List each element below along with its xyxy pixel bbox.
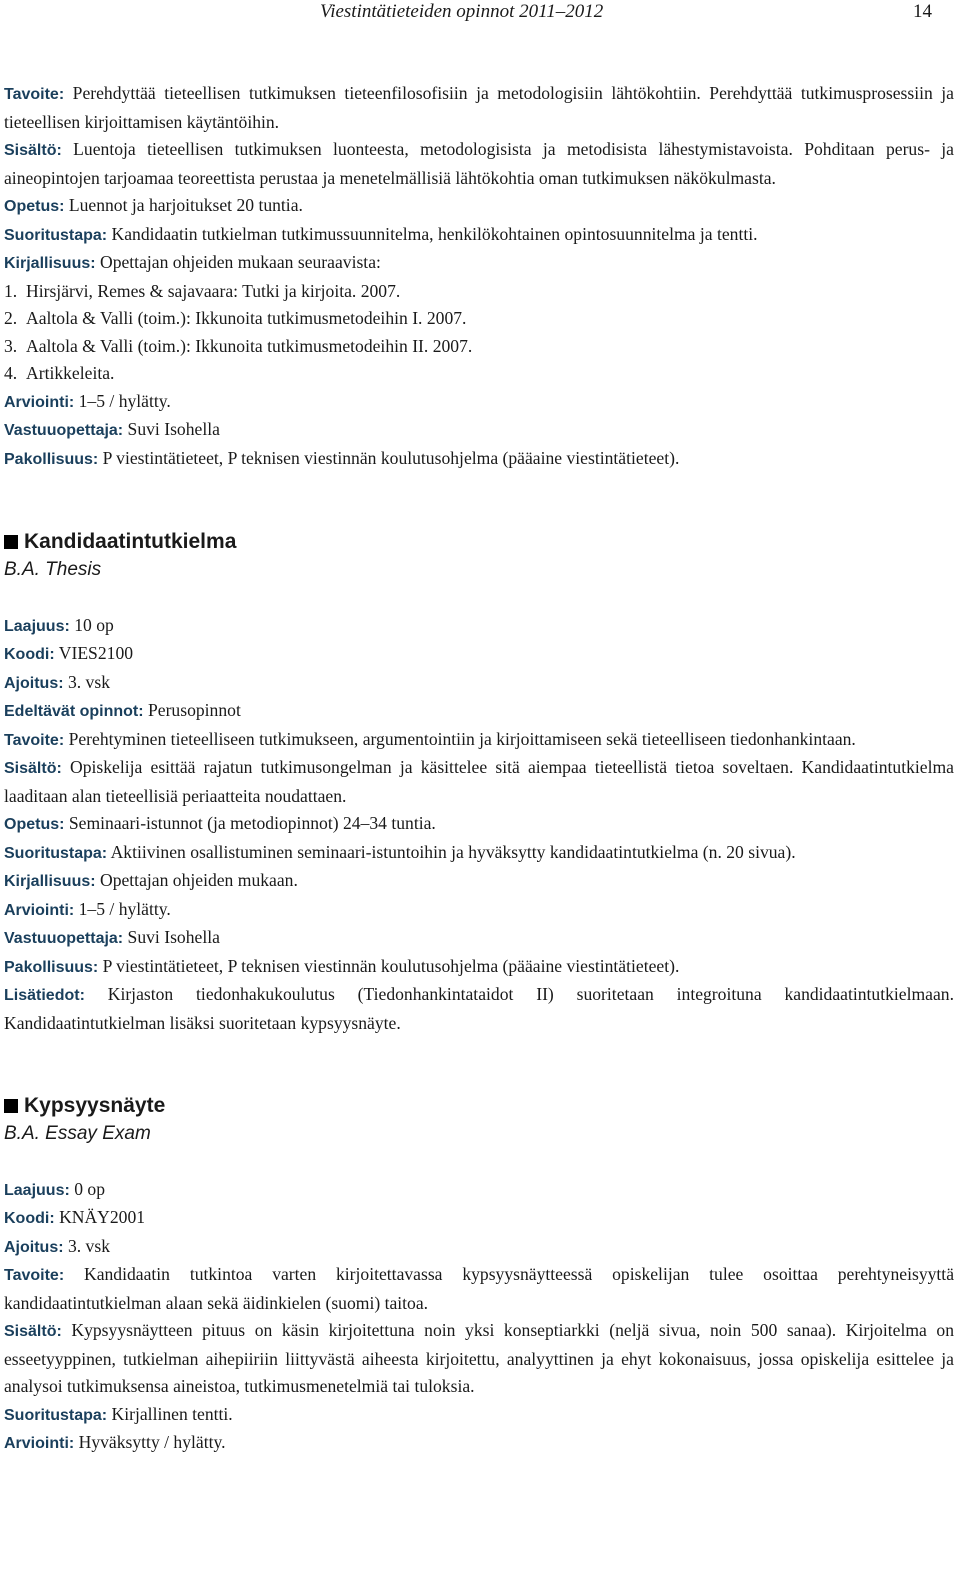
section-spacer [4,473,954,528]
field-label: Opetus: [4,198,65,215]
field-value: Suvi Isohella [127,419,220,439]
field-value: Perehdyttää tieteellisen tutkimuksen tieteenfilosofisiin ja metodologisiin lähtökohtiin. Perehdyttää tutkimusprosessiin ja tieteellisen kirjoittamisen käytäntöihin. [4,83,954,132]
field-label: Vastuuopettaja: [4,930,124,947]
page-number: 14 [913,1,932,22]
thesis-edeltavat [4,697,954,726]
field-label: Suoritustapa: [4,844,108,862]
list-number: 4. [4,363,18,383]
thesis-opetus [4,810,954,839]
field-label: Arviointi: [4,393,75,411]
section-subtitle: B.A. Thesis [4,559,102,580]
field-label: Vastuuopettaja: [4,422,124,439]
thesis-sisalto [4,754,954,810]
field-value: 1–5 / hylätty. [78,390,171,411]
essay-tavoite [4,1261,954,1317]
square-bullet-icon [4,1099,18,1113]
field-value: Opettajan ohjeiden mukaan. [99,870,298,890]
section-heading-thesis [4,528,954,556]
thesis-laajuus [4,612,954,641]
document-title: Viestintätieteiden opinnot 2011–2012 [320,1,604,22]
field-label: Edeltävät opinnot: [4,703,144,720]
field-value: Luentoja tieteellisen tutkimuksen luonteesta, metodologisista ja metodisista lähestymistavoista. Pohditaan perus- ja aineopintojen tarjoamaa teoreettista perustaa ja menetelmällisiä lähtökohtia oman tutkimuksen näkökulmasta. [4,139,954,188]
field-value: Kypsyysnäytteen pituus on käsin kirjoitettuna noin yksi konseptiarkki (neljä sivua, noin 500 sanaa). Kirjoitelma on esseetyyppinen, tutkielman aihepiiriin liittyvästä aiheesta kirjoitettu, analyyttinen ja ehyt kokonaisuus, jossa opiskelija esittelee ja analysoi tutkimuksensa aineistoa, tutkimusmenetelmiä tai tuloksia. [4,1320,954,1396]
field-value: Kandidaatin tutkielman tutkimussuunnitelma, henkilökohtainen opintosuunnitelma ja tentti. [111,223,758,244]
section-spacer [4,584,954,612]
field-label: Koodi: [4,646,55,663]
field-label: Kirjallisuus: [4,255,96,272]
section-title: Kypsyysnäyte [24,1094,166,1117]
field-value: Hyväksytty / hylätty. [78,1432,226,1452]
list-number: 1. [4,280,18,301]
essay-suoritustapa [4,1401,954,1430]
field-label: Suoritustapa: [4,226,108,244]
prev-suoritustapa [4,221,954,250]
thesis-kirjallisuus [4,867,954,896]
field-label: Kirjallisuus: [4,873,96,890]
list-text: Hirsjärvi, Remes & sajavaara: Tutki ja kirjoita. 2007. [26,280,401,301]
prev-tavoite [4,80,954,136]
field-value: 10 op [74,614,114,635]
essay-laajuus [4,1176,954,1205]
section-heading-essay [4,1092,954,1120]
field-label: Sisältö: [4,1323,62,1340]
field-value: Opiskelija esittää rajatun tutkimusongelman ja käsittelee sitä aiempaa tieteellistä tietoa soveltaen. Kandidaatintutkielma laaditaan alan tieteellisiä periaatteita noudattaen. [4,757,954,806]
field-value: KNÄY2001 [59,1207,146,1227]
page-content [4,80,954,1458]
list-text: Artikkeleita. [26,363,115,383]
thesis-ajoitus [4,669,954,698]
prev-pakollisuus [4,445,954,474]
essay-arviointi [4,1429,954,1458]
field-label: Ajoitus: [4,1238,64,1256]
section-subtitle: B.A. Essay Exam [4,1123,151,1144]
literature-list [4,278,954,388]
thesis-koodi [4,640,954,669]
list-item [4,278,954,306]
field-value: 1–5 / hylätty. [78,898,171,919]
field-value: Luennot ja harjoitukset 20 tuntia. [68,195,303,215]
thesis-vastuuopettaja [4,924,954,953]
field-label: Arviointi: [4,901,75,919]
field-label: Tavoite: [4,86,65,103]
prev-kirjallisuus [4,249,954,278]
thesis-arviointi [4,896,954,925]
field-value: P viestintätieteet, P teknisen viestinnän koulutusohjelma (pääaine viestintätieteet). [102,447,680,468]
essay-koodi [4,1204,954,1233]
prev-vastuuopettaja [4,416,954,445]
prev-opetus [4,192,954,221]
field-value: Kirjallinen tentti. [111,1403,233,1424]
field-label: Pakollisuus: [4,958,99,976]
field-label: Sisältö: [4,760,62,777]
field-value: 0 op [74,1178,105,1199]
section-title: Kandidaatintutkielma [24,530,237,553]
field-value: P viestintätieteet, P teknisen viestinnän koulutusohjelma (pääaine viestintätieteet). [102,955,680,976]
field-label: Tavoite: [4,1267,65,1284]
thesis-pakollisuus [4,953,954,982]
field-label: Arviointi: [4,1435,75,1452]
field-label: Pakollisuus: [4,450,99,468]
field-label: Lisätiedot: [4,987,85,1004]
essay-sisalto [4,1317,954,1401]
field-value: 3. vsk [67,671,110,692]
field-value: Seminaari-istunnot (ja metodiopinnot) 24–34 tuntia. [68,813,436,833]
field-label: Tavoite: [4,731,65,749]
section-spacer [4,1037,954,1092]
field-value: Perehtyminen tieteelliseen tutkimukseen, argumentointiin ja kirjoittamiseen sekä tieteelliseen tiedonhankintaan. [68,728,856,749]
field-label: Suoritustapa: [4,1406,108,1424]
list-number: 3. [4,335,18,356]
section-spacer [4,1148,954,1176]
list-item [4,333,954,361]
page-header [0,0,960,40]
field-value: Suvi Isohella [127,927,220,947]
list-text: Aaltola & Valli (toim.): Ikkunoita tutkimusmetodeihin II. 2007. [26,335,473,356]
field-value: Kandidaatin tutkintoa varten kirjoitettavassa kypsyysnäytteessä opiskelijan tulee osoittaa perehtyneisyyttä kandidaatintutkielman alaan sekä äidinkielen (suomi) taitoa. [4,1264,955,1313]
field-label: Laajuus: [4,617,70,635]
square-bullet-icon [4,535,18,549]
prev-sisalto [4,136,954,192]
list-number: 2. [4,308,18,328]
field-label: Sisältö: [4,142,62,159]
essay-ajoitus [4,1233,954,1262]
thesis-tavoite [4,726,954,755]
field-value: Opettajan ohjeiden mukaan seuraavista: [99,252,381,272]
field-value: 3. vsk [67,1235,110,1256]
field-value: Aktiivinen osallistuminen seminaari-istuntoihin ja hyväksytty kandidaatintutkielma (n. 20 sivua). [110,841,796,862]
list-item [4,360,954,388]
field-label: Koodi: [4,1210,55,1227]
thesis-lisatiedot [4,981,954,1037]
field-value: Perusopinnot [147,700,241,720]
thesis-suoritustapa [4,839,954,868]
field-label: Laajuus: [4,1181,70,1199]
field-value: VIES2100 [58,643,134,663]
field-value: Kirjaston tiedonhakukoulutus (Tiedonhankintataidot II) suoritetaan integroituna kandidaatintutkielmaan. Kandidaatintutkielman lisäksi suoritetaan kypsyysnäyte. [4,984,955,1033]
list-item [4,305,954,333]
field-label: Ajoitus: [4,674,64,692]
list-text: Aaltola & Valli (toim.): Ikkunoita tutkimusmetodeihin I. 2007. [26,308,467,328]
field-label: Opetus: [4,816,65,833]
prev-arviointi [4,388,954,417]
